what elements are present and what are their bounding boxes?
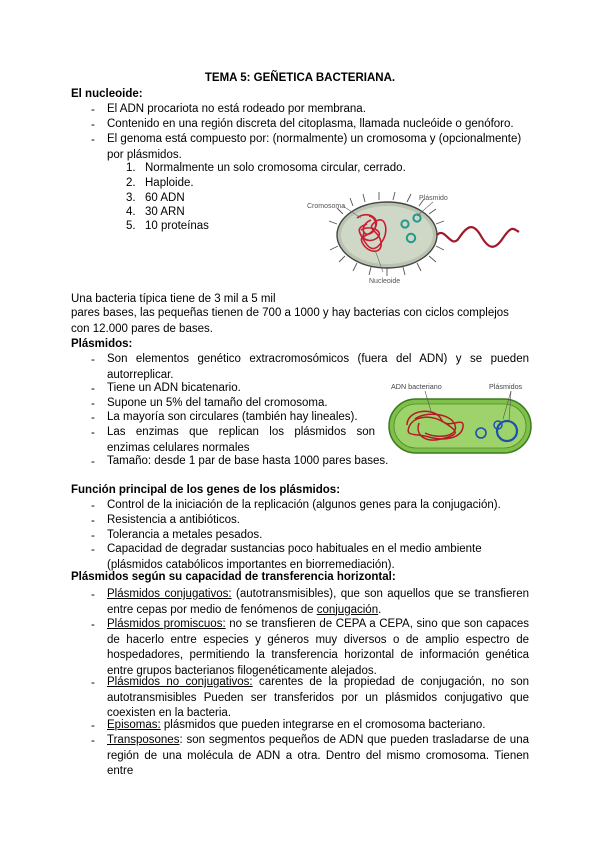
transferencia-item-1 (107, 587, 529, 618)
dash-bullet: - (91, 735, 95, 747)
label-adn-bacteriano: ADN bacteriano (391, 382, 442, 391)
bacteria-nucleoid-figure (305, 188, 525, 288)
label-cromosoma: Cromosoma (307, 203, 346, 210)
label-nucleoide: Nucleoide (369, 278, 401, 285)
funcion-bullet-2: Resistencia a antibióticos. (107, 514, 240, 526)
dash-bullet: - (91, 354, 95, 366)
transferencia-item-4 (107, 718, 529, 734)
funcion-bullet-4: Capacidad de degradar sustancias poco habituales en el medio ambiente (plásmidos catabólicos importantes en biorremediación). (107, 543, 482, 571)
dash-bullet: - (91, 412, 95, 424)
dash-bullet: - (91, 619, 95, 631)
item-text: no se transfieren de CEPA a CEPA, sino que son capaces de hacerlo entre especies y géneros muy diversos o de amplio espectro de hospedadores, permitiendo la transferencia horizontal de información genética entre grupos bacterianos filogenéticamente alejados. (107, 618, 530, 677)
term-episomas: Episomas: (107, 719, 161, 731)
numbered-label: 3. (126, 192, 136, 204)
label-plasmidos: Plásmidos (489, 382, 523, 391)
transferencia-item-5 (107, 733, 529, 780)
term-promiscuos: Plásmidos promiscuos: (107, 618, 226, 630)
dash-bullet: - (91, 456, 95, 468)
numbered-text: Normalmente un solo cromosoma circular, cerrado. (145, 162, 406, 174)
nucleoide-bullet-1: El ADN procariota no está rodeado por membrana. (107, 103, 366, 115)
plasmidos-bullet-1: Son elementos genético extracromosómicos (fuera del ADN) y se pueden autorreplicar. (107, 353, 529, 381)
dash-bullet: - (91, 500, 95, 512)
dash-bullet: - (91, 544, 95, 556)
dash-bullet: - (91, 720, 95, 732)
plasmidos-bullet-2: Tiene un ADN bicatenario. (107, 382, 241, 394)
nucleoide-heading: El nucleoide: (71, 88, 143, 100)
dash-bullet: - (91, 677, 95, 689)
numbered-text: 30 ARN (145, 206, 185, 218)
funcion-bullet-3: Tolerancia a metales pesados. (107, 529, 263, 541)
term-no-conjugativos: Plásmidos no conjugativos: (107, 676, 253, 688)
dash-bullet: - (91, 119, 95, 131)
numbered-text: 10 proteínas (145, 220, 209, 232)
transferencia-item-3 (107, 675, 529, 722)
numbered-label: 5. (126, 220, 136, 232)
numbered-label: 2. (126, 177, 136, 189)
numbered-text: Haploide. (145, 177, 194, 189)
transferencia-heading: Plásmidos según su capacidad de transferencia horizontal: (71, 571, 396, 583)
flagellum (437, 227, 519, 247)
nucleoide-bullet-2: Contenido en una región discreta del citoplasma, llamada nucleóide o genóforo. (107, 118, 514, 130)
item-text: : son segmentos pequeños de ADN que pueden trasladarse de una región de una molécula de ADN a otra. Dentro del mismo cromosoma. Tienen entre (107, 734, 529, 777)
transferencia-item-2 (107, 617, 529, 679)
dash-bullet: - (91, 427, 95, 439)
nucleoide-bullet-3: El genoma está compuesto por: (normalmente) un cromosoma y (opcionalmente) por plásmidos. (107, 133, 522, 161)
label-plasmido: Plásmido (419, 195, 448, 202)
dash-bullet: - (91, 515, 95, 527)
bacteria-plasmid-figure (385, 379, 535, 457)
dash-bullet: - (91, 383, 95, 395)
term-conjugativos: Plásmidos conjugativos: (107, 588, 232, 600)
item-text-end: . (378, 603, 382, 616)
dash-bullet: - (91, 530, 95, 542)
plasmidos-bullet-5: Las enzimas que replican los plásmidos son enzimas celulares normales (107, 426, 375, 454)
item-text: carentes de la propiedad de conjugación, no son autotransmisibles Pueden ser transferidos por un plásmidos conjugativo que coexisten en la bacteria. (107, 676, 530, 719)
dash-bullet: - (91, 104, 95, 116)
dash-bullet: - (91, 589, 95, 601)
term-transposones: Transposones (107, 734, 180, 746)
plasmidos-bullet-4: La mayoría son circulares (también hay lineales). (107, 411, 358, 423)
tipica-line-2: pares bases, las pequeñas tienen de 700 a 1000 y hay bacterias con ciclos complejos con 12.000 pares de bases. (71, 307, 509, 335)
term-conjugacion: conjugación (316, 603, 379, 616)
plasmidos-heading: Plásmidos: (71, 338, 133, 350)
plasmidos-bullet-3: Supone un 5% del tamaño del cromosoma. (107, 397, 328, 409)
numbered-text: 60 ADN (145, 192, 185, 204)
item-text: (autotransmisibles), que son aquellos que se transfieren entre cepas por medio de fenómenos de (107, 588, 529, 616)
funcion-bullet-1: Control de la iniciación de la replicación (algunos genes para la conjugación). (107, 499, 501, 511)
numbered-label: 1. (126, 162, 136, 174)
dash-bullet: - (91, 398, 95, 410)
plasmidos-bullet-6: Tamaño: desde 1 par de base hasta 1000 pares bases. (107, 455, 389, 467)
item-text: plásmidos que pueden integrarse en el cromosoma bacteriano. (160, 719, 486, 731)
tipica-line-1: Una bacteria típica tiene de 3 mil a 5 mil (71, 293, 276, 305)
numbered-label: 4. (126, 206, 136, 218)
dash-bullet: - (91, 134, 95, 146)
funcion-heading: Función principal de los genes de los plásmidos: (71, 484, 341, 496)
page-title: TEMA 5: GEÑETICA BACTERIANA. (204, 72, 396, 84)
